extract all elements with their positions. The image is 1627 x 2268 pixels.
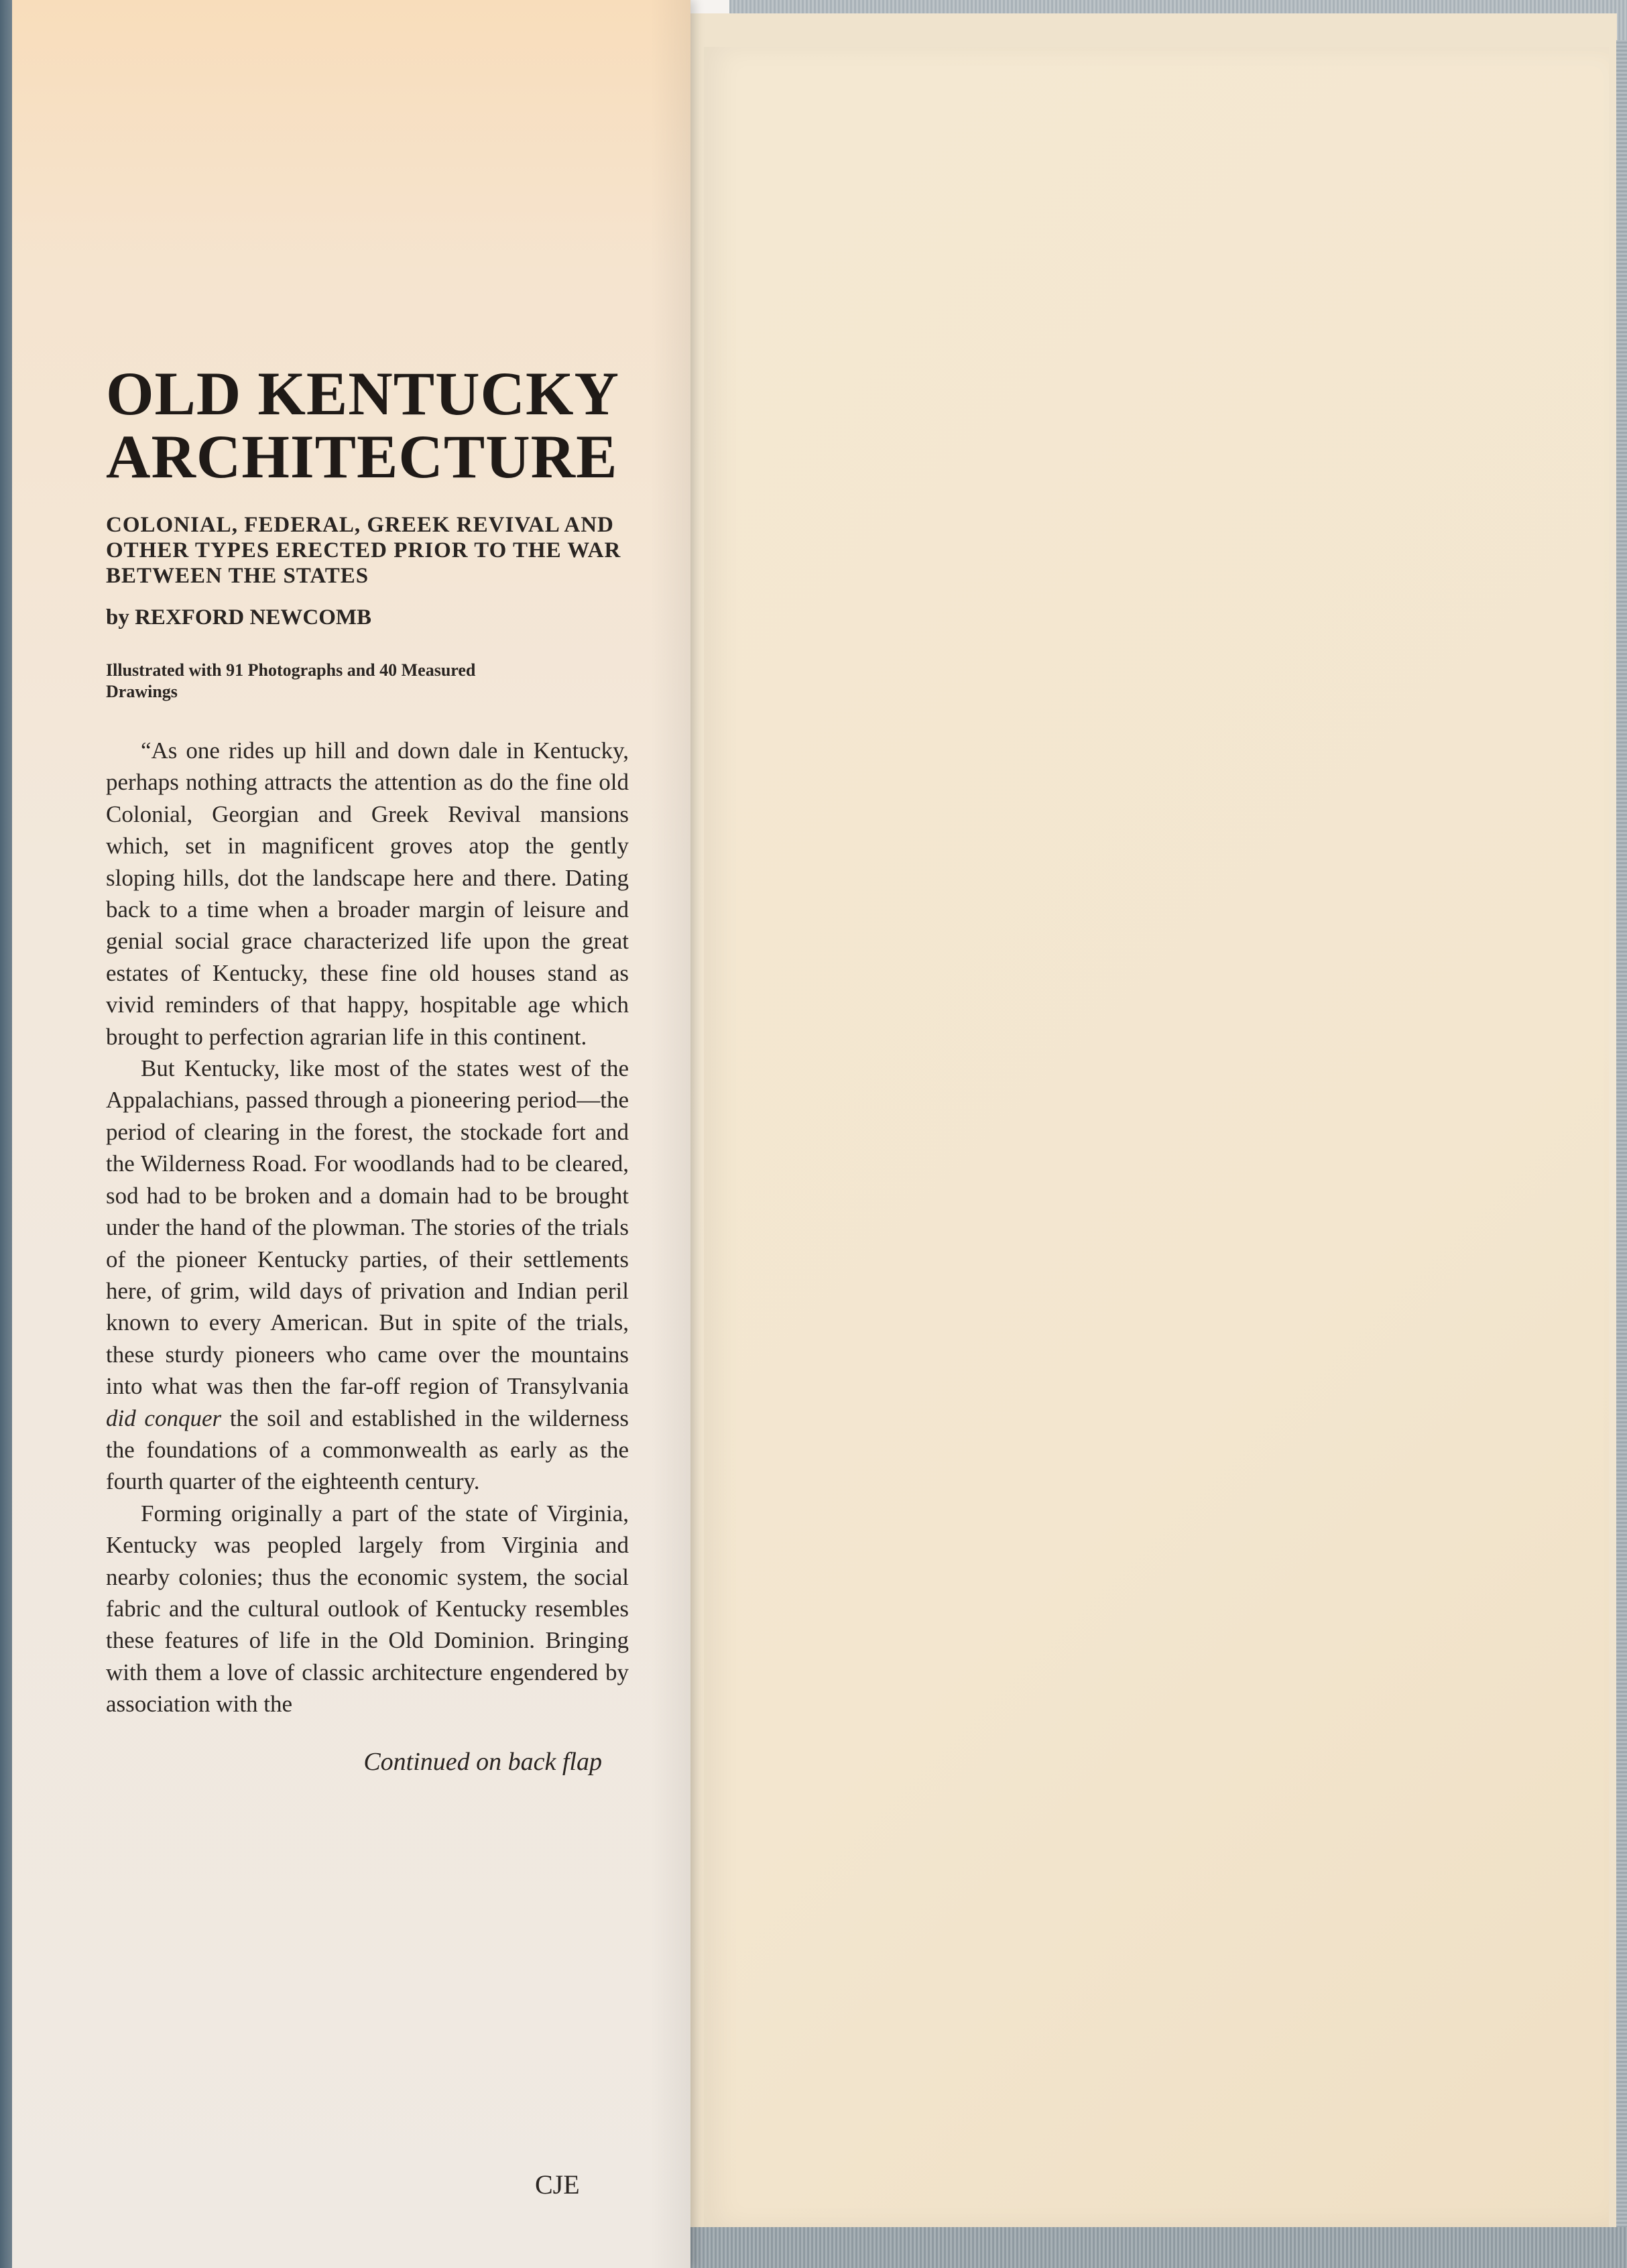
paragraph-2-tail: the soil and established in the wilderness the foundations of a commonwealth as early as the fourth quarter of the eighteenth century. <box>106 1405 629 1495</box>
designer-initials: CJE <box>535 2169 580 2200</box>
emphasis-did-conquer: did conquer <box>106 1405 222 1431</box>
blank-endpaper-page <box>704 47 1609 2227</box>
title-line-1: OLD KENTUCKY <box>106 359 619 428</box>
cloth-binding-bottom <box>690 2227 1627 2268</box>
book-title <box>106 359 636 491</box>
flap-body-text <box>106 735 629 1720</box>
flap-content <box>106 359 636 1777</box>
dust-jacket-flap <box>12 0 690 2268</box>
book-subtitle: COLONIAL, FEDERAL, GREEK REVIVAL AND OTHER TYPES ERECTED PRIOR TO THE WAR BETWEEN THE STATES <box>106 513 621 588</box>
illustration-note: Illustrated with 91 Photographs and 40 Measured Drawings <box>106 660 476 701</box>
paragraph-3: Forming originally a part of the state of Virginia, Kentucky was peopled largely from Virginia and nearby colonies; thus the economic system, the social fabric and the cultural outlook of Kentucky resembles these features of life in the Old Dominion. Bringing with them a love of classic architecture engendered by association with the <box>106 1500 629 1718</box>
flap-shadow <box>650 0 690 2268</box>
author-byline: by REXFORD NEWCOMB <box>106 605 372 630</box>
cloth-binding-right <box>1616 40 1627 2268</box>
paragraph-1: “As one rides up hill and down dale in Kentucky, perhaps nothing attracts the attention as do the fine old Colonial, Georgian and Greek Revival mansions which, set in magnificent groves atop the gently sloping hills, dot the landscape here and there. Dating back to a time when a broader margin of leisure and genial social grace characterized life upon the great estates of Kentucky, these fine old houses stand as vivid reminders of that happy, hospitable age which brought to perfection agrarian life in this continent. <box>106 737 629 1050</box>
title-line-2: ARCHITECTURE <box>106 422 618 491</box>
paragraph-2-text: But Kentucky, like most of the states west of the Appalachians, passed through a pioneering period—the period of clearing in the forest, the stockade fort and the Wilderness Road. For woodlands had to be cleared, sod had to be broken and a domain had to be brought under the hand of the plowman. The stories of the trials of the pioneer Kentucky parties, of their settlements here, of grim, wild days of privation and Indian peril known to every American. But in spite of the trials, these sturdy pioneers who came over the mountains into what was then the far-off region of Transylvania <box>106 1055 629 1400</box>
continued-note: Continued on back flap <box>363 1747 602 1776</box>
paragraph-2 <box>106 1053 629 1498</box>
